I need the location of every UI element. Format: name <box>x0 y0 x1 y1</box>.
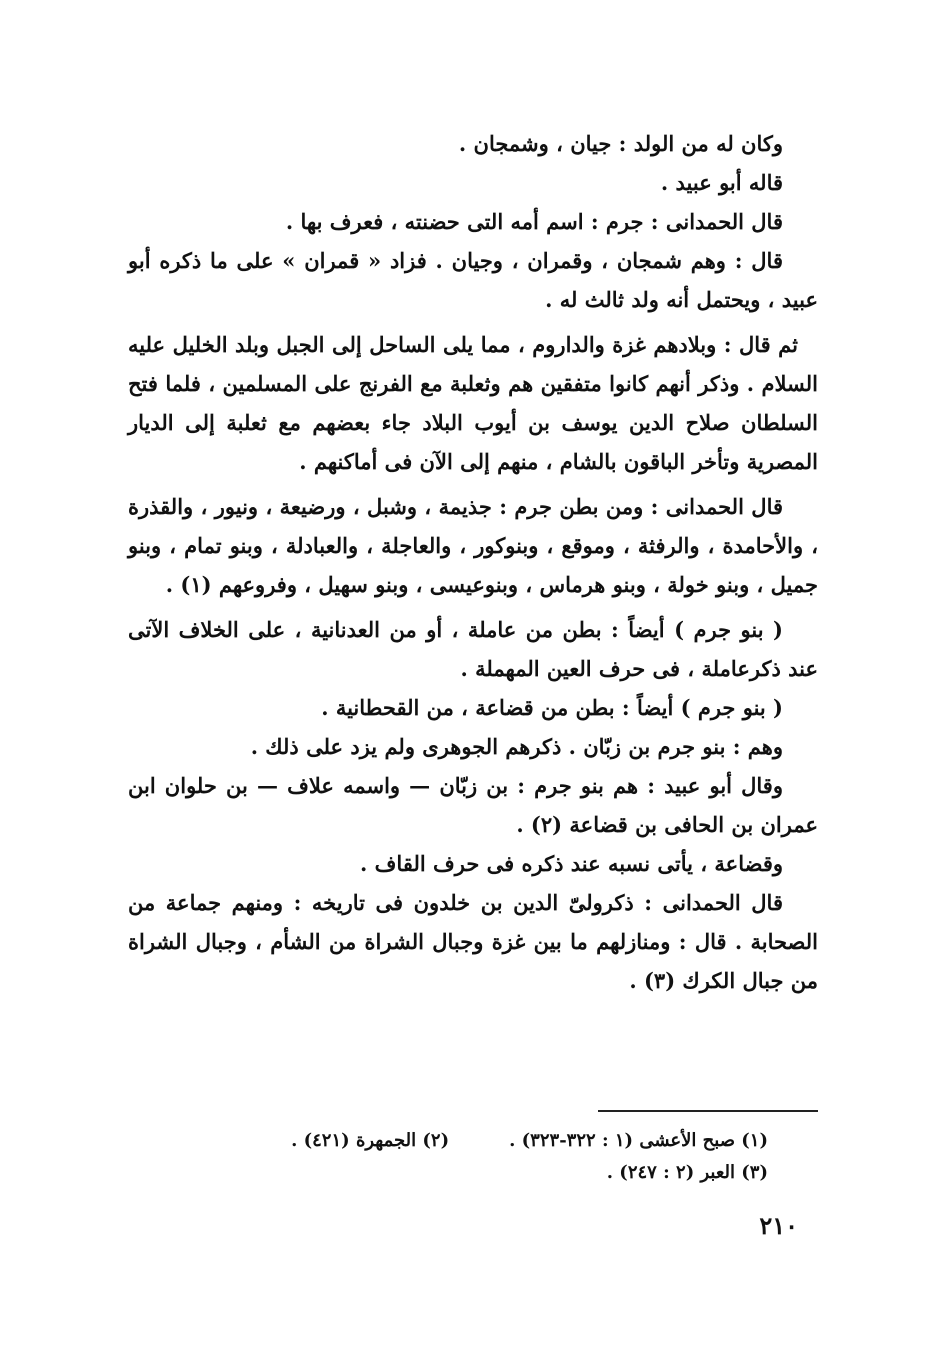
footnote-row <box>128 1157 768 1189</box>
footnote-3: (٣) العبر (٢ : ٢٤٧) . <box>606 1162 768 1183</box>
paragraph: قاله أبو عبيد . <box>660 170 783 195</box>
footnotes <box>128 1125 768 1189</box>
paragraph: وقضاعة ، يأتى نسبه عند ذكره فى حرف القاف . <box>360 851 783 876</box>
paragraph: ( بنو جرم ) أيضاً : بطن من عاملة ، أو من العدنانية ، على الخلاف الآتى عند ذكرعاملة ، فى حرف العين المهملة . <box>128 617 818 681</box>
footnote-divider <box>598 1110 818 1112</box>
paragraph: ثم قال : وبلادهم غزة والداروم ، مما يلى الساحل إلى الجبل وبلد الخليل عليه السلام . وذكر أنهم كانوا متفقين هم وثعلبة مع الفرنج على المسلمين ، فلما فتح السلطان صلاح الدين يوسف بن أيوب البلاد جاء بعضهم مع ثعلبة إلى الديار المصرية وتأخر الباقون بالشام ، منهم إلى الآن فى أماكنهم . <box>128 332 818 474</box>
page-number: ٢١٠ <box>759 1211 798 1240</box>
footnote-2: (٢) الجمهرة (٤٢١) . <box>291 1130 450 1151</box>
paragraph: ( بنو جرم ) أيضاً : بطن من قضاعة ، من القحطانية . <box>321 695 783 720</box>
paragraph: وقال أبو عبيد : هم بنو جرم : بن زبّان — واسمه علاف — بن حلوان ابن عمران بن الحافى بن قضاعة (٢) . <box>128 773 818 837</box>
main-text <box>128 124 818 1000</box>
footnote-1: (١) صبح الأعشى (١ : ٣٢٢-٣٢٣) . <box>509 1130 768 1151</box>
paragraph: وهم : بنو جرم بن زبّان . ذكرهم الجوهرى ولم يزد على ذلك . <box>250 734 783 759</box>
paragraph: قال الحمدانى : ومن بطن جرم : جذيمة ، وشبل ، ورضيعة ، ونيور ، والقذرة ، والأحامدة ، والرفثة ، وموقع ، وبنوكور ، والعاجلة ، والعبادلة ، وبنو تمام ، وبنو جميل ، وبنو خولة ، وبنو هرماس ، وبنوعيسى ، وبنو سهيل ، وفروعهم (١) . <box>128 494 818 597</box>
paragraph: وكان له من الولد : جيان ، وشمجان . <box>458 131 783 156</box>
paragraph: قال الحمدانى : ذكرولىّ الدين بن خلدون فى تاريخه : ومنهم جماعة من الصحابة . قال : ومنازلهم ما بين غزة وجبال الشراة من الشأم ، وجبال الشراة من جبال الكرك (٣) . <box>128 890 818 993</box>
footnote-row <box>128 1125 768 1157</box>
paragraph: قال : وهم شمجان ، وقمران ، وجيان . فزاد « قمران » على ما ذكره أبو عبيد ، ويحتمل أنه ولد ثالث له . <box>128 248 818 312</box>
paragraph: قال الحمدانى : جرم : اسم أمه التى حضنته ، فعرف بها . <box>285 209 783 234</box>
